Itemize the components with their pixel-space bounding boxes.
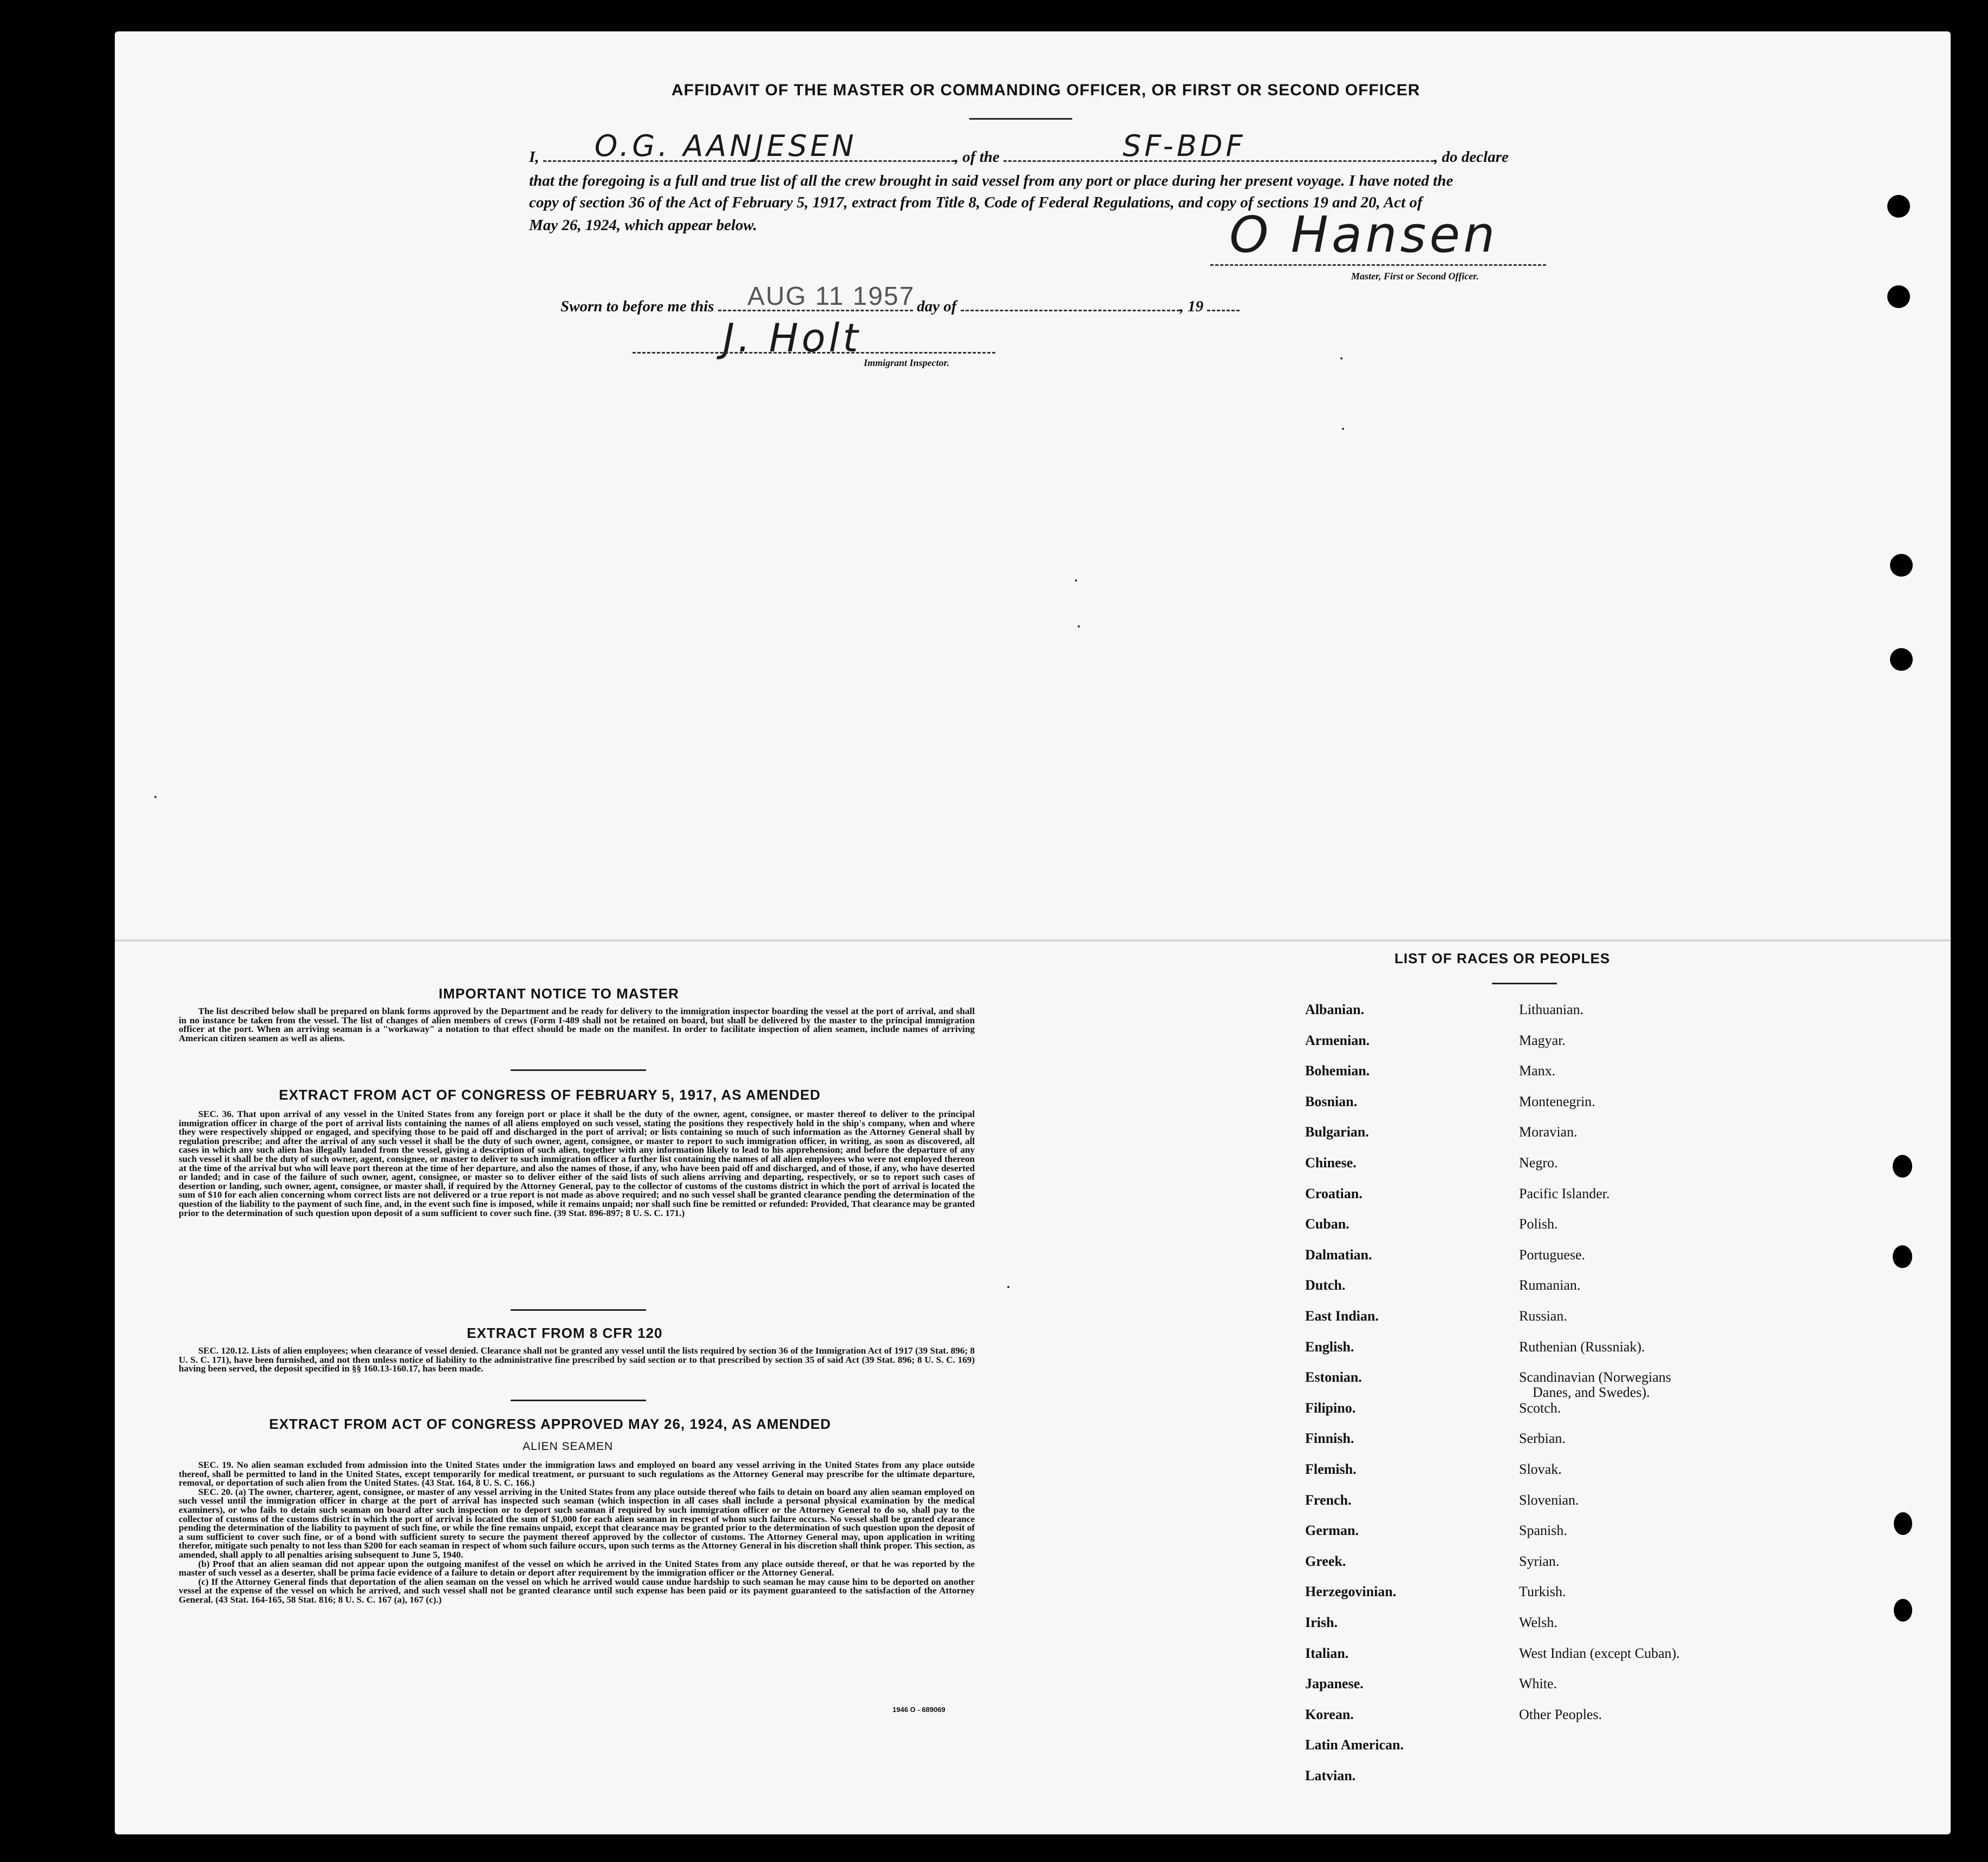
- race-item: Syrian.: [1519, 1553, 1560, 1569]
- race-item: Other Peoples.: [1519, 1706, 1602, 1722]
- extract-1917-body: SEC. 36. That upon arrival of any vessel in the United States from any foreign port or place it shall be the duty of the owner, agent, consignee, or master thereof to deliver to the principal immigration officer in charge of the port of arrival lists containing the names of all aliens employed on such vessel, stating the positions they respectively hold in the ship's company, when and where they were respectively shipped or engaged, and specifying those to be paid off and discharged in the port of arrival; or lists containing so much of such information as the Attorney General shall by regulation prescribe; and after the arrival of any such vessel it shall be the duty of such owner, agent, consignee, or master to report to such immigration officer, in writing, as soon as discovered, all cases in which any such alien has illegally landed from the vessel, giving a description of such alien, together with any information likely to lead to his apprehension; and before the departure of any such vessel it shall be the duty of such owner, agent, consignee, or master to deliver to such immigration officer a further list containing the names of all alien employees who were not employed thereon at the time of the arrival but who will leave port thereon at the time of her departure, and also the names of those, if any, who have been paid off and discharged, and of those, if any, who have deserted or landed; and in case of the failure of such owner, agent, consignee, or master so to deliver either of the said lists of such aliens arriving and departing, respectively, or so to report such cases of desertion or landing, such owner, agent, consignee, or master shall, if required by the Attorney General, pay to the collector of customs of the customs district in which the port of arrival is located the sum of $10 for each alien concerning whom correct lists are not delivered or a true report is not made as above required; and no such vessel shall be granted clearance pending the determination of the question of the liability to the payment of such fine, and, in the event such fine is imposed, while it remains unpaid; nor shall such fine be remitted or refunded: Provided, That clearance may be granted prior to the determination of such question upon deposit of a sum sufficient to cover such fine. (39 Stat. 896-897; 8 U. S. C. 171.): [179, 1109, 975, 1218]
- vessel-handwritten: SF-BDF: [1123, 129, 1246, 163]
- race-item: Scandinavian (Norwegians: [1519, 1369, 1671, 1386]
- race-item: Rumanian.: [1519, 1277, 1581, 1293]
- race-item: Dalmatian.: [1305, 1246, 1372, 1263]
- punch-hole: [1893, 1155, 1912, 1178]
- extract-1924-subtitle: ALIEN SEAMEN: [523, 1440, 614, 1453]
- punch-hole: [1890, 554, 1913, 577]
- race-item: Spanish.: [1519, 1523, 1567, 1539]
- punch-hole: [1894, 1512, 1912, 1535]
- master-signature: O Hansen: [1229, 206, 1498, 264]
- race-item: Magyar.: [1519, 1032, 1566, 1048]
- race-item: Slovenian.: [1519, 1492, 1579, 1508]
- race-item: Montenegrin.: [1519, 1093, 1595, 1109]
- race-item: Pacific Islander.: [1519, 1185, 1610, 1201]
- race-item: Latin American.: [1305, 1737, 1404, 1753]
- master-caption: Master, First or Second Officer.: [1351, 271, 1479, 282]
- day-of-label: day of: [917, 298, 957, 315]
- race-item: Flemish.: [1305, 1461, 1357, 1477]
- month-field[interactable]: [961, 297, 1180, 311]
- inspector-signature: J. Holt: [723, 315, 862, 361]
- race-item: Armenian.: [1305, 1032, 1370, 1048]
- race-item: Danes, and Swedes).: [1533, 1384, 1650, 1401]
- scan-speck: [1340, 357, 1342, 360]
- inspector-signature-line[interactable]: [633, 352, 995, 354]
- scan-speck: [1342, 428, 1344, 430]
- race-item: Chinese.: [1305, 1155, 1357, 1171]
- vessel-field[interactable]: [1003, 129, 1434, 163]
- affidavit-declaration-line: [529, 129, 1509, 166]
- race-item: Slovak.: [1519, 1461, 1562, 1477]
- race-item: Latvian.: [1305, 1768, 1356, 1783]
- date-stamp: AUG 11 1957: [747, 282, 915, 311]
- extract-cfr-body: SEC. 120.12. Lists of alien employees; when clearance of vessel denied. Clearance shall not be granted any vessel until the lists required by section 36 of the Immigration Act of 1917 (39 Stat. 896; 8 U. S. C. 171), have been furnished, and not then unless notice of liability to the administrative fine prescribed by said section or to that prescribed by section 35 of said Act (39 Stat. 896; 8 U. S. C. 169) having been served, the deposit specified in §§ 160.13-160.17, has been made.: [179, 1345, 975, 1374]
- race-item: German.: [1305, 1523, 1359, 1539]
- race-item: Scotch.: [1519, 1400, 1561, 1416]
- extract-1917-title: EXTRACT FROM ACT OF CONGRESS OF FEBRUARY 5, 1917, AS AMENDED: [279, 1087, 821, 1103]
- race-item: English.: [1305, 1338, 1354, 1355]
- affidavit-line-2: that the foregoing is a full and true list of all the crew brought in said vessel from any port or place during her present voyage. I have noted the: [529, 172, 1453, 190]
- race-item: Filipino.: [1305, 1400, 1356, 1416]
- scan-speck: [154, 796, 157, 798]
- scan-speck: [1078, 625, 1080, 628]
- race-item: Irish.: [1305, 1615, 1338, 1630]
- race-item: Ruthenian (Russniak).: [1519, 1338, 1645, 1355]
- race-item: Bohemian.: [1305, 1063, 1370, 1079]
- inspector-caption: Immigrant Inspector.: [864, 357, 950, 368]
- affidavit-line-3: copy of section 36 of the Act of February 5, 1917, extract from Title 8, Code of Federal Regulations, and copy of sections 19 and 20, Act of: [529, 194, 1423, 211]
- race-item: Turkish.: [1519, 1584, 1566, 1600]
- year-field[interactable]: [1207, 297, 1240, 311]
- year-prefix: , 19: [1179, 298, 1204, 315]
- race-item: Portuguese.: [1519, 1246, 1586, 1263]
- punch-hole: [1887, 285, 1910, 308]
- race-item: Albanian.: [1305, 1002, 1365, 1017]
- race-item: Italian.: [1305, 1645, 1349, 1661]
- extract-cfr-title: EXTRACT FROM 8 CFR 120: [467, 1325, 663, 1341]
- sworn-label: Sworn to before me this: [560, 298, 714, 315]
- extract-1924-title: EXTRACT FROM ACT OF CONGRESS APPROVED MAY 26, 1924, AS AMENDED: [269, 1416, 831, 1432]
- master-signature-line[interactable]: [1210, 264, 1546, 266]
- race-item: Serbian.: [1519, 1430, 1566, 1447]
- section-19-paragraph: SEC. 19. No alien seaman excluded from admission into the United States under the immigration laws and employed on board any vessel arriving in the United States from any place outside thereof, shall be permitted to land in the United States, except temporarily for medical treatment, or pursuant to such regulations as the Attorney General may prescribe for the ultimate departure, removal, or deportation of such alien from the United States. (43 Stat. 164, 8 U. S. C. 166.): [179, 1460, 975, 1488]
- race-item: Finnish.: [1305, 1430, 1354, 1447]
- race-item: West Indian (except Cuban).: [1519, 1645, 1680, 1661]
- scan-speck: [1007, 1286, 1009, 1288]
- race-item: Bulgarian.: [1305, 1124, 1369, 1140]
- affidavit-line-4: May 26, 1924, which appear below.: [529, 217, 758, 234]
- race-item: Polish.: [1519, 1216, 1558, 1232]
- race-item: Japanese.: [1305, 1676, 1364, 1692]
- race-item: French.: [1305, 1492, 1352, 1508]
- print-code: 1946 O - 689069: [892, 1706, 946, 1714]
- punch-hole: [1887, 195, 1910, 218]
- race-item: White.: [1519, 1676, 1557, 1692]
- scan-speck: [1075, 579, 1077, 582]
- race-item: Herzegovinian.: [1305, 1584, 1397, 1600]
- races-rule: [1492, 983, 1557, 984]
- race-item: Manx.: [1519, 1063, 1556, 1079]
- of-the-label: , of the: [954, 148, 1000, 166]
- affidavit-title: AFFIDAVIT OF THE MASTER OR COMMANDING OFFICER, OR FIRST OR SECOND OFFICER: [672, 81, 1420, 99]
- race-item: Estonian.: [1305, 1369, 1362, 1386]
- section-rule: [511, 1069, 646, 1071]
- races-title: LIST OF RACES OR PEOPLES: [1394, 950, 1611, 966]
- master-name-field[interactable]: [543, 129, 955, 163]
- page-fold-line: [115, 939, 1951, 942]
- race-item: Moravian.: [1519, 1124, 1578, 1140]
- punch-hole: [1894, 1599, 1912, 1622]
- extract-1924-body: [179, 1461, 975, 1605]
- punch-hole: [1893, 1245, 1912, 1268]
- section-rule: [511, 1309, 646, 1311]
- race-item: Korean.: [1305, 1706, 1354, 1722]
- title-rule: [969, 118, 1072, 120]
- race-item: Croatian.: [1305, 1185, 1363, 1201]
- race-item: Lithuanian.: [1519, 1002, 1584, 1017]
- race-item: Greek.: [1305, 1553, 1346, 1569]
- notice-title: IMPORTANT NOTICE TO MASTER: [439, 985, 679, 1002]
- race-item: East Indian.: [1305, 1308, 1379, 1324]
- section-20b-paragraph: (b) Proof that an alien seaman did not appear upon the outgoing manifest of the vessel on which he arrived in the United States from any place outside thereof, or that he was reported by the master of such vessel as a deserter, shall be prima facie evidence of a failure to detain or deport after requirement by the immigration officer or the Attorney General.: [179, 1558, 975, 1578]
- section-20c-paragraph: (c) If the Attorney General finds that deportation of the alien seaman on the vessel on which he arrived would cause undue hardship to such seaman he may cause him to be deported on another vessel at the expense of the vessel on which he arrived, and such vessel shall not be granted clearance until such expense has been paid or its payment guaranteed to the satisfaction of the Attorney General. (43 Stat. 164-165, 58 Stat. 816; 8 U. S. C. 167 (a), 167 (c).): [179, 1576, 975, 1605]
- section-20a-paragraph: SEC. 20. (a) The owner, charterer, agent, consignee, or master of any vessel arriving in the United States from any place outside thereof who fails to detain on board any alien seaman employed on such vessel until the immigration officer in charge at the port of arrival has inspected such seaman (which inspection in all cases shall include a personal physical examination by the medical examiners), or who fails to detain such seaman on board after such inspection or to deport such seaman if required by such immigration officer or the Attorney General to do so, shall pay to the collector of customs of the customs district in which the port of arrival is located the sum of $1,000 for each alien seaman in respect of whom such failure occurs. No vessel shall be granted clearance pending the determination of the liability to payment of such fine, or while the fine remains unpaid, except that clearance may be granted prior to the determination of such question upon the deposit of a sum sufficient to cover such fine, or of a bond with sufficient surety to secure the payment thereof approved by the collector of customs. The Attorney General may, upon application in writing therefor, mitigate such penalty to not less than $200 for each seaman in respect of whom such failure occurs, upon such terms as the Attorney General in his discretion shall think proper. This section, as amended, shall apply to all penalties arising subsequent to June 5, 1940.: [179, 1486, 975, 1560]
- i-label: I,: [529, 148, 539, 166]
- punch-hole: [1890, 648, 1913, 671]
- race-item: Welsh.: [1519, 1615, 1557, 1630]
- race-item: Russian.: [1519, 1308, 1567, 1324]
- notice-body: The list described below shall be prepared on blank forms approved by the Department and be ready for delivery to the immigration inspector boarding the vessel at the port of arrival, and shall in no instance be taken from the vessel. The list of changes of alien members of crews (Form I-489 shall not be retained on board, but shall be delivered by the master to the principal immigration officer at the port. When an arriving seaman is a "workaway" a notation to that effect should be made on the manifest. In order to facilitate inspection of alien seamen, include names of arriving American citizen seamen as well as aliens.: [179, 1006, 975, 1043]
- race-item: Bosnian.: [1305, 1093, 1358, 1109]
- race-item: Negro.: [1519, 1155, 1558, 1171]
- race-item: Cuban.: [1305, 1216, 1350, 1232]
- race-item: Dutch.: [1305, 1277, 1346, 1293]
- section-rule: [511, 1400, 646, 1401]
- master-name-handwritten: O.G. AANJESEN: [594, 129, 857, 163]
- do-declare-label: , do declare: [1434, 148, 1509, 166]
